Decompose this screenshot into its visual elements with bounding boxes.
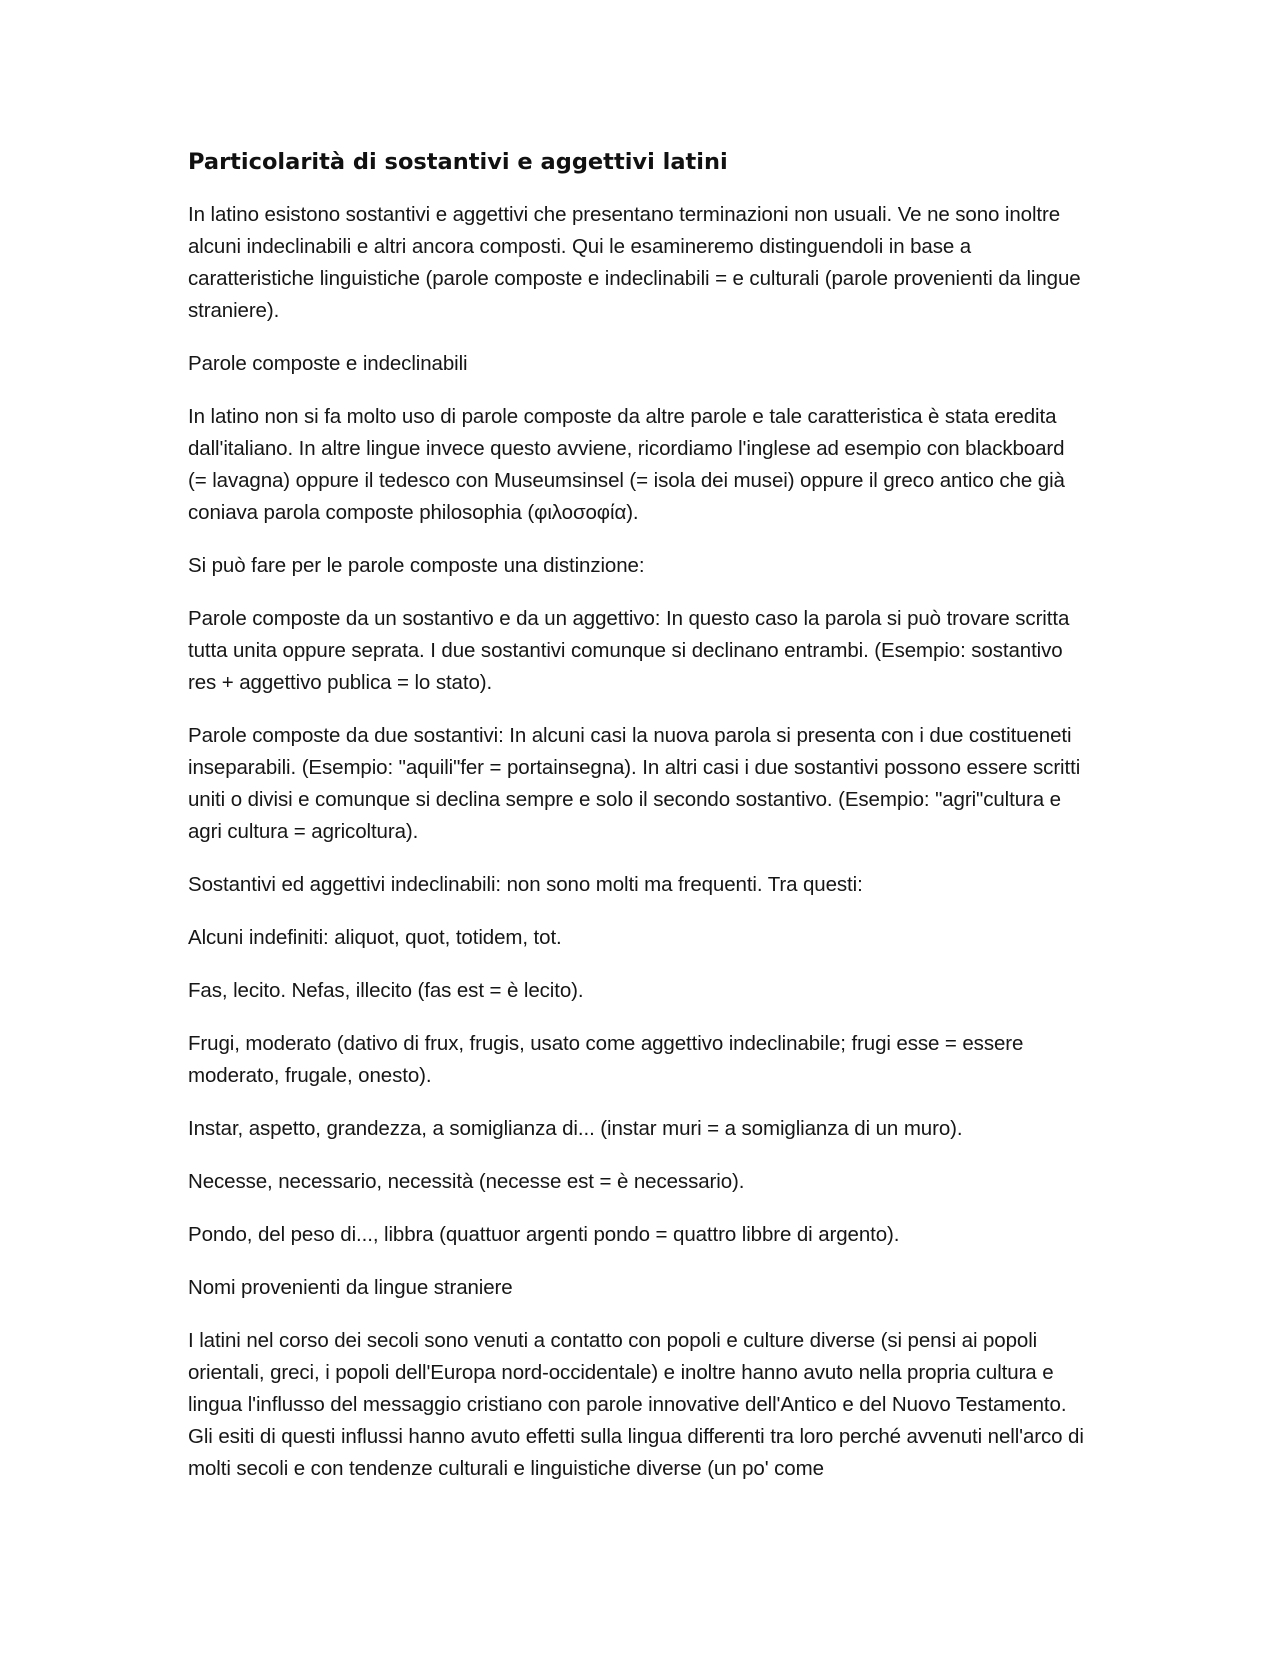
document-title: Particolarità di sostantivi e aggettivi latini (188, 149, 728, 175)
paragraph-noun-adjective: Parole composte da un sostantivo e da un aggettivo: In questo caso la parola si può trovare scritta tutta unita oppure seprata. I due sostantivi comunque si declinano entrambi. (Esempio: sostantivo res + aggettivo publica = lo stato). (188, 607, 1070, 694)
list-item-pondo: Pondo, del peso di..., libbra (quattuor argenti pondo = quattro libbre di argento). (188, 1223, 900, 1246)
list-item-frugi: Frugi, moderato (dativo di frux, frugis, usato come aggettivo indeclinabile; frugi esse = essere moderato, frugale, onesto). (188, 1032, 1024, 1087)
list-item-fas: Fas, lecito. Nefas, illecito (fas est = è lecito). (188, 979, 584, 1002)
paragraph-foreign-words: I latini nel corso dei secoli sono venuti a contatto con popoli e culture diverse (si pensi ai popoli orientali, greci, i popoli dell'Europa nord-occidentale) e inoltre hanno avuto nella propria cultura e lingua l'influsso del messaggio cristiano con parole innovative dell'Antico e del Nuovo Testamento. Gli esiti di questi influssi hanno avuto effetti sulla lingua differenti tra loro perché avvenuti nell'arco di molti secoli e con tendenze culturali e linguistiche diverse (un po' come (188, 1329, 1084, 1480)
paragraph-indeclinables: Sostantivi ed aggettivi indeclinabili: non sono molti ma frequenti. Tra questi: (188, 873, 863, 896)
paragraph-compound-words: In latino non si fa molto uso di parole composte da altre parole e tale caratteristica è stata eredita dall'italiano. In altre lingue invece questo avviene, ricordiamo l'inglese ad esempio con blackboard (= lavagna) oppure il tedesco con Museumsinsel (= isola dei musei) oppure il greco antico che già coniava parola composte philosophia (φιλοσοφία). (188, 405, 1065, 524)
paragraph-two-nouns: Parole composte da due sostantivi: In alcuni casi la nuova parola si presenta con i due costitueneti inseparabili. (Esempio: "aquili"fer = portainsegna). In altri casi i due sostantivi possono essere scritti uniti o divisi e comunque si declina sempre e solo il secondo sostantivo. (Esempio: "agri"cultura e agri cultura = agricoltura). (188, 724, 1081, 843)
document-page (188, 146, 1088, 1506)
paragraph-distinction: Si può fare per le parole composte una distinzione: (188, 554, 645, 577)
section-heading-compound-words: Parole composte e indeclinabili (188, 352, 468, 375)
list-item-indefinites: Alcuni indefiniti: aliquot, quot, totidem, tot. (188, 926, 562, 949)
list-item-instar: Instar, aspetto, grandezza, a somiglianza di... (instar muri = a somiglianza di un muro). (188, 1117, 963, 1140)
intro-paragraph: In latino esistono sostantivi e aggettivi che presentano terminazioni non usuali. Ve ne sono inoltre alcuni indeclinabili e altri ancora composti. Qui le esamineremo distinguendoli in base a caratteristiche linguistiche (parole composte e indeclinabili = e culturali (parole provenienti da lingue straniere). (188, 203, 1081, 322)
section-heading-foreign-words: Nomi provenienti da lingue straniere (188, 1276, 513, 1299)
list-item-necesse: Necesse, necessario, necessità (necesse est = è necessario). (188, 1170, 745, 1193)
